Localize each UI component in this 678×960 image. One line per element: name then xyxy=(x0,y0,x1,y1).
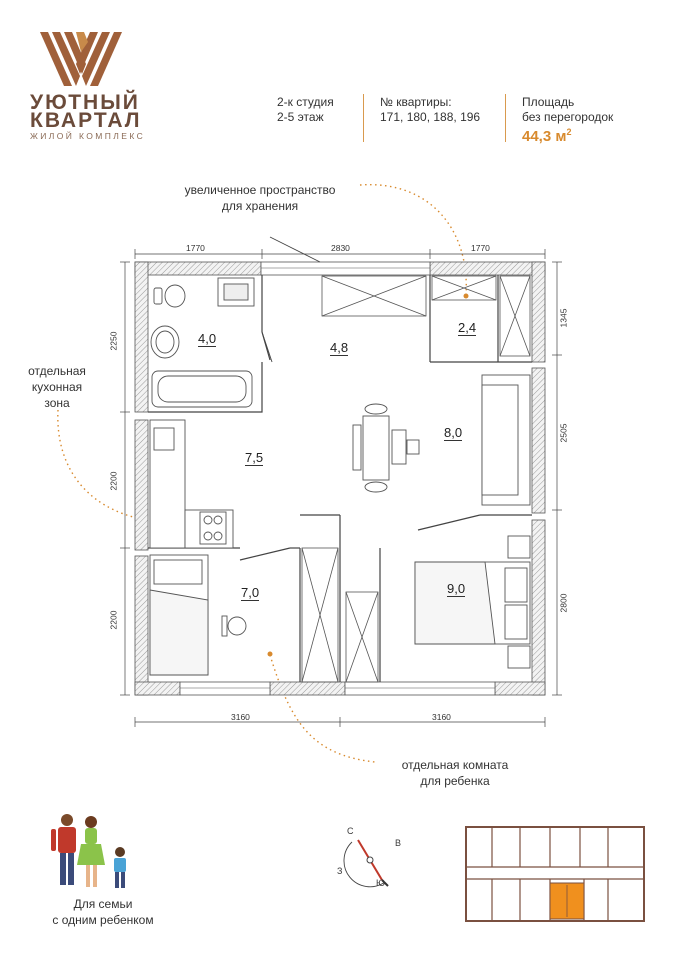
apartment-area: Площадь без перегородок 44,3 $м^2$ xyxy=(522,95,614,145)
storage-note: увеличенное пространство для хранения xyxy=(184,183,336,213)
dim-left-upper: 2250 xyxy=(108,331,119,351)
wall-left-upper xyxy=(135,262,148,412)
room-hall-area: 4,8 xyxy=(330,340,349,355)
dim-top-mid: 2830 xyxy=(331,243,350,253)
apartment-type: 2-к студия 2-5 этаж xyxy=(277,95,334,124)
room-living-area: 8,0 xyxy=(444,425,463,440)
dim-bottom-left: 3160 xyxy=(231,712,250,722)
kitchen-note: отдельная кухонная зона xyxy=(28,364,86,410)
logo-title-line2: КВАРТАЛ xyxy=(30,109,142,132)
compass-west: З xyxy=(337,866,343,876)
family-icon xyxy=(45,810,135,895)
room-closet-area: 2,4 xyxy=(458,320,477,335)
wall-right-upper xyxy=(532,262,545,362)
wall-bottom-1 xyxy=(135,682,180,695)
dim-right-mid: 2505 xyxy=(558,423,569,443)
room-child-area: 7,0 xyxy=(241,585,260,600)
wall-left-mid xyxy=(135,420,148,550)
family-caption: Для семьи с одним ребенком xyxy=(52,897,154,927)
wall-bottom-2 xyxy=(270,682,345,695)
child-room-note: отдельная комната для ребенка xyxy=(401,758,509,788)
child-room-pointer-line xyxy=(270,655,375,762)
dim-left-lower: 2200 xyxy=(108,610,119,630)
wall-bottom-3 xyxy=(495,682,545,695)
compass-north: С xyxy=(347,826,354,836)
compass-icon xyxy=(330,822,415,892)
apartment-numbers: № квартиры: 171, 180, 188, 196 xyxy=(380,95,481,124)
wall-top-left xyxy=(135,262,261,275)
logo-title-line1: УЮТНЫЙ xyxy=(30,91,140,114)
toilet xyxy=(165,285,185,307)
storage-pointer-line xyxy=(360,185,466,295)
compass-south: Ю xyxy=(376,878,386,888)
logo-subtitle: ЖИЛОЙ КОМПЛЕКС xyxy=(30,131,146,141)
window-bottom-right xyxy=(345,682,495,695)
room-bedroom-area: 9,0 xyxy=(447,581,466,596)
dim-left-mid: 2200 xyxy=(108,471,119,491)
floor-key-plan xyxy=(462,823,648,925)
wall-left-lower xyxy=(135,556,148,695)
wall-top-right xyxy=(430,262,545,275)
dim-top-left: 1770 xyxy=(186,243,205,253)
window-top xyxy=(261,262,430,275)
wall-right-lower xyxy=(532,520,545,695)
dim-bottom-right: 3160 xyxy=(432,712,451,722)
compass-east: В xyxy=(395,838,402,848)
room-kitchen-area: 7,5 xyxy=(245,450,264,465)
dim-right-upper: 1345 xyxy=(558,308,569,328)
wall-right-mid xyxy=(532,368,545,513)
dim-top-right: 1770 xyxy=(471,243,490,253)
window-bottom-left xyxy=(180,682,270,695)
dim-right-lower: 2800 xyxy=(558,593,569,613)
room-bathroom-area: 4,0 xyxy=(198,331,217,346)
